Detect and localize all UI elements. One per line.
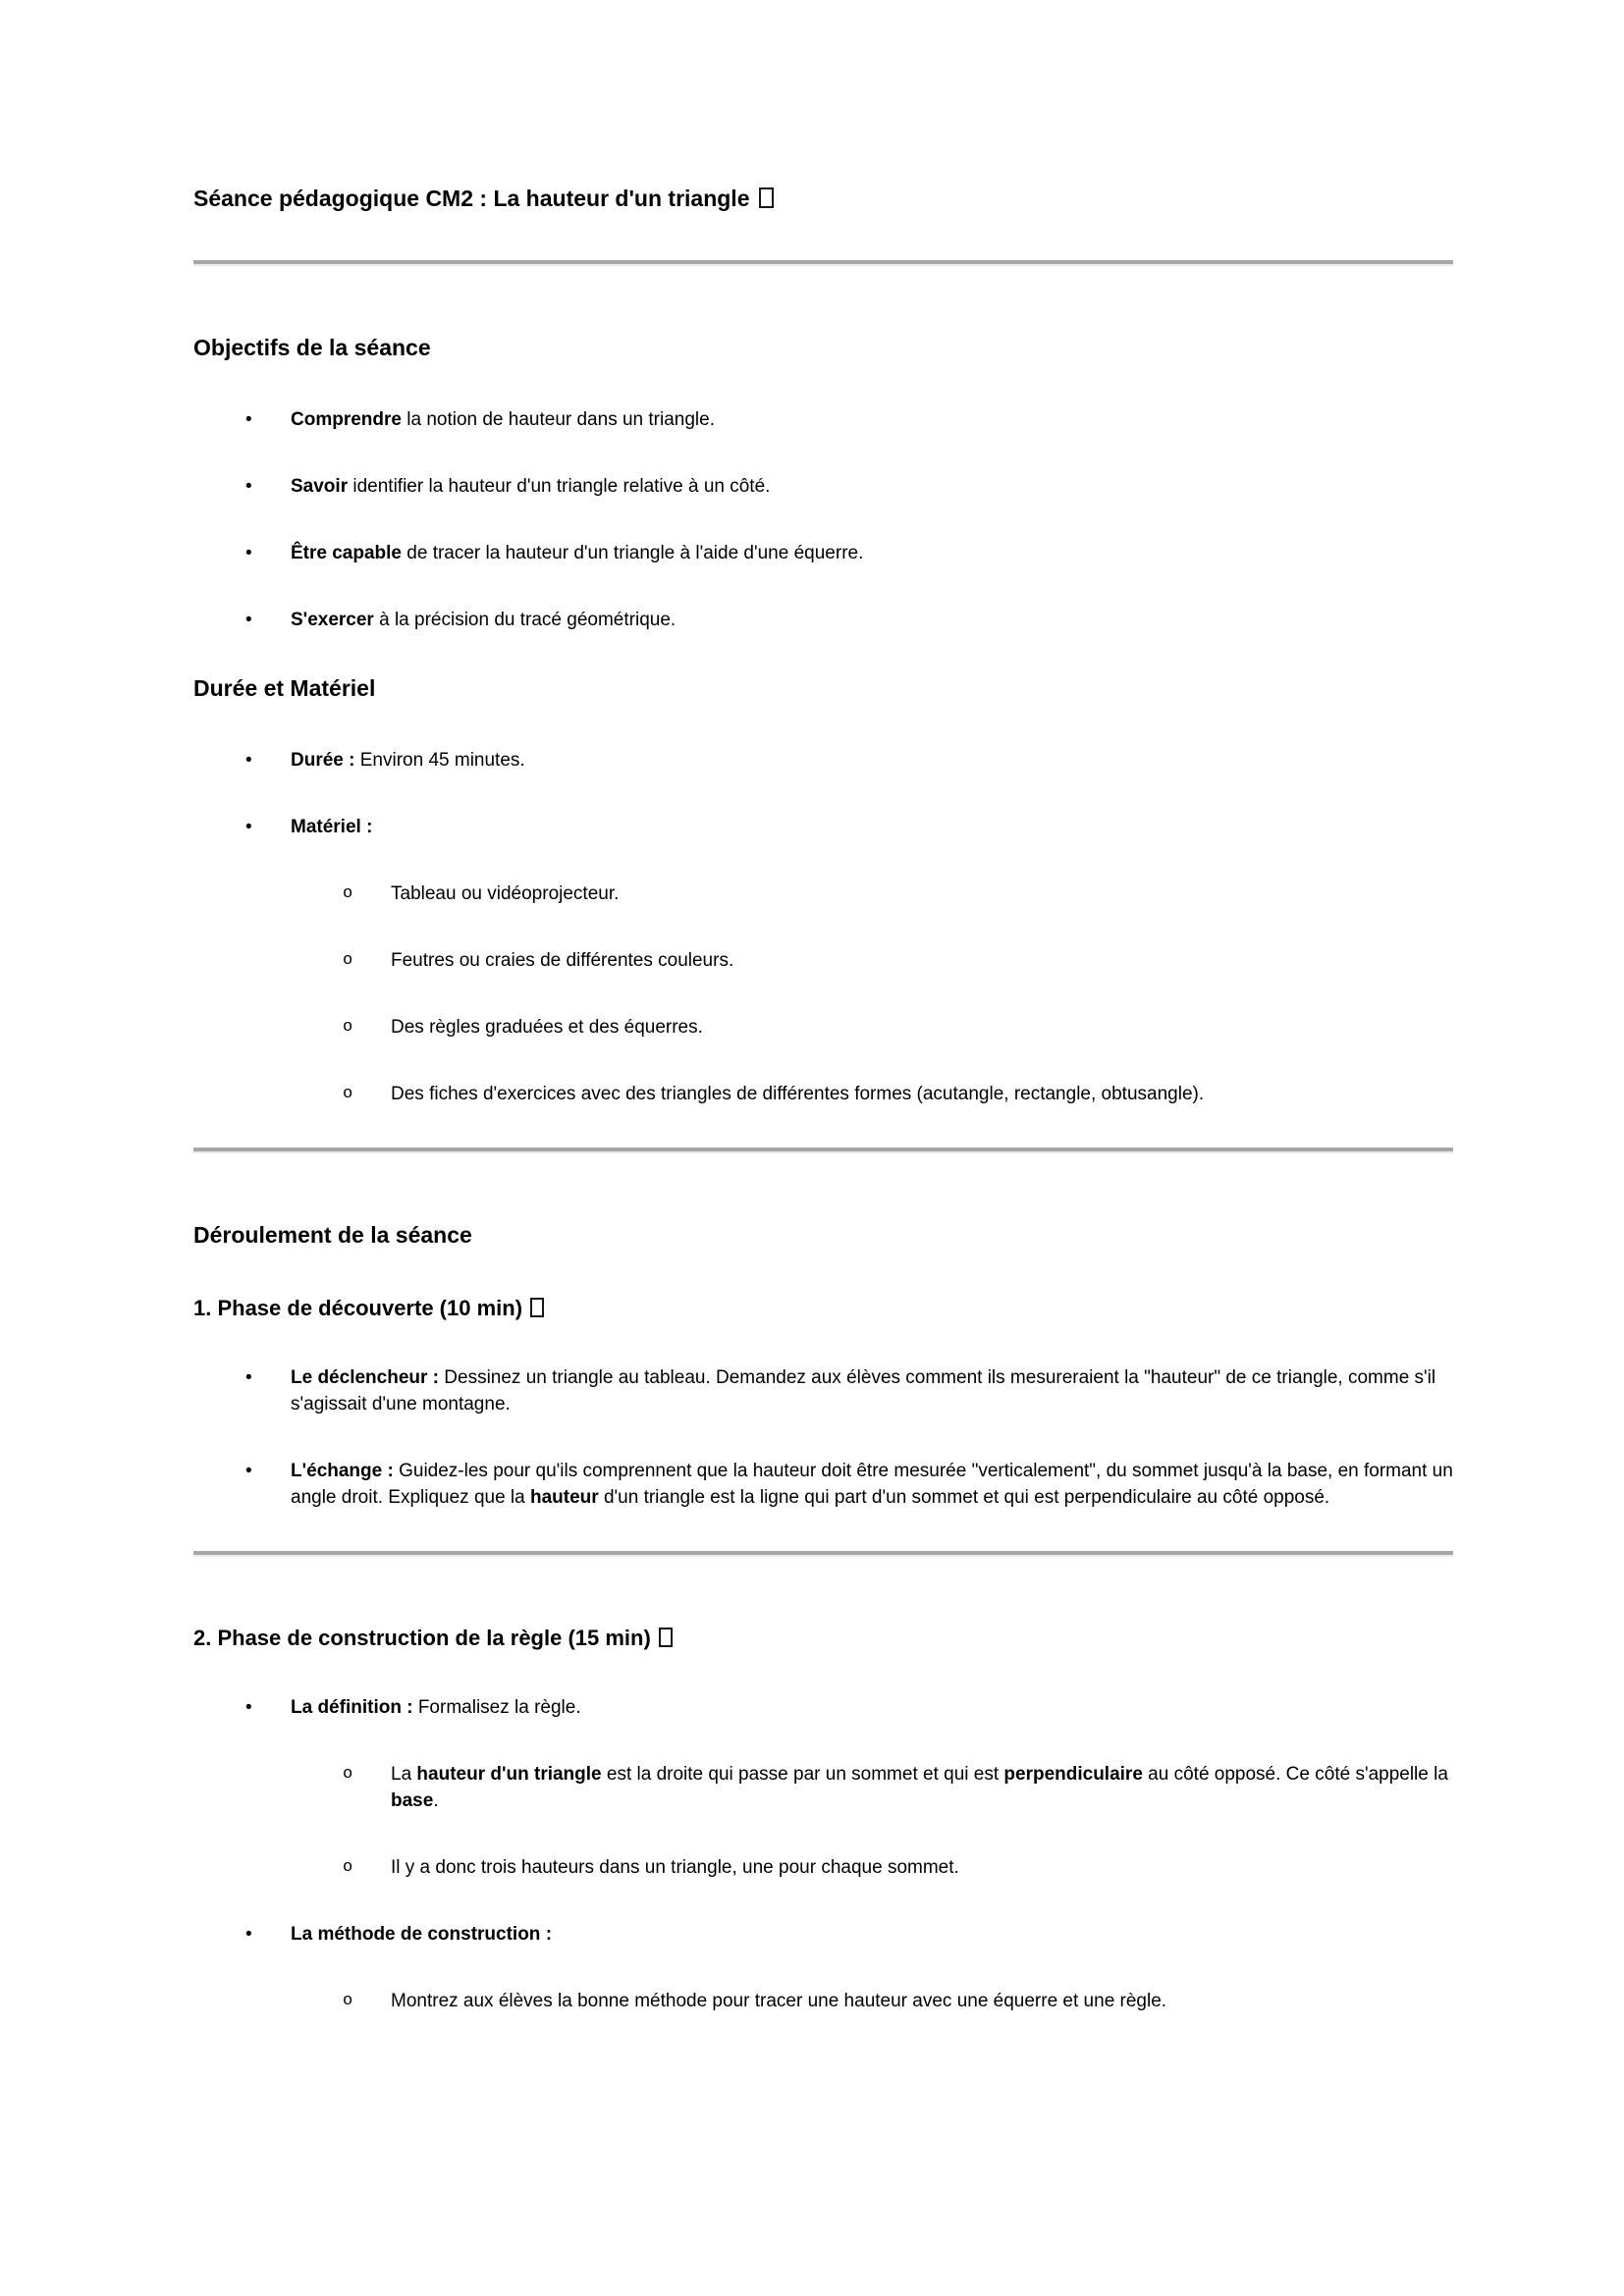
list-item <box>193 1458 1453 1511</box>
list-item-text: La hauteur d'un triangle est la droite qui passe par un sommet et qui est perpendiculaire au côté opposé. Ce côté s'appelle la base. <box>391 1764 1448 1811</box>
list-item-text: Montrez aux élèves la bonne méthode pour tracer une hauteur avec une équerre et une règle. <box>391 1991 1167 2011</box>
section-heading-deroulement: Déroulement de la séance <box>193 1222 472 1248</box>
bullet-icon: • <box>245 409 252 430</box>
bullet-icon: • <box>245 1461 252 1481</box>
circle-bullet-icon: o <box>343 1992 353 2010</box>
bullet-icon: • <box>245 1924 252 1945</box>
document-title-text: Séance pédagogique CM2 : La hauteur d'un triangle <box>193 186 750 211</box>
sub-list-item <box>193 1854 1453 1881</box>
duree-materiel-list <box>193 747 1453 1107</box>
sub-list-item <box>193 947 1453 974</box>
circle-bullet-icon: o <box>343 1085 353 1103</box>
section-heading-objectifs: Objectifs de la séance <box>193 335 431 360</box>
circle-bullet-icon: o <box>343 1018 353 1037</box>
missing-emoji-glyph <box>759 187 774 208</box>
bullet-icon: • <box>245 610 252 630</box>
list-item <box>193 814 1453 840</box>
list-item <box>193 1364 1453 1417</box>
list-item-text: Feutres ou craies de différentes couleurs. <box>391 950 734 971</box>
list-item-text: L'échange : Guidez-les pour qu'ils comprennent que la hauteur doit être mesurée "verticalement", du sommet jusqu'à la base, en formant un angle droit. Expliquez que la hauteur d'un triangle est la ligne qui part d'un sommet et qui est perpendiculaire au côté opposé. <box>291 1461 1453 1508</box>
list-item-text: Il y a donc trois hauteurs dans un triangle, une pour chaque sommet. <box>391 1857 959 1878</box>
sub-list-item <box>193 881 1453 907</box>
phase2-list <box>193 1694 1453 2014</box>
list-item-text: S'exercer à la précision du tracé géométrique. <box>291 610 677 630</box>
circle-bullet-icon: o <box>343 1765 353 1784</box>
list-item-text: Des règles graduées et des équerres. <box>391 1017 703 1038</box>
phase2-heading-text: 2. Phase de construction de la règle (15 min) <box>193 1626 651 1650</box>
bullet-icon: • <box>245 750 252 771</box>
missing-emoji-glyph <box>530 1298 544 1317</box>
circle-bullet-icon: o <box>343 1858 353 1877</box>
list-item-text: La méthode de construction : <box>291 1924 553 1945</box>
list-item-text: Savoir identifier la hauteur d'un triangle relative à un côté. <box>291 476 771 497</box>
bullet-icon: • <box>245 543 252 563</box>
list-item-text: Matériel : <box>291 817 373 837</box>
section-heading-duree-materiel: Durée et Matériel <box>193 675 376 701</box>
bullet-icon: • <box>245 817 252 837</box>
phase2-heading <box>193 1624 1453 1652</box>
divider <box>193 260 1453 266</box>
bullet-icon: • <box>245 476 252 497</box>
bullet-icon: • <box>245 1367 252 1388</box>
list-item-text: Comprendre la notion de hauteur dans un triangle. <box>291 409 715 430</box>
phase1-heading-text: 1. Phase de découverte (10 min) <box>193 1296 523 1320</box>
list-item-text: Être capable de tracer la hauteur d'un triangle à l'aide d'une équerre. <box>291 543 864 563</box>
document-title <box>193 184 1453 213</box>
sub-list-item <box>193 1988 1453 2014</box>
divider <box>193 1148 1453 1153</box>
list-item <box>193 406 1453 433</box>
phase1-heading <box>193 1294 1453 1322</box>
list-item <box>193 473 1453 500</box>
list-item-text: Tableau ou vidéoprojecteur. <box>391 883 620 904</box>
list-item-text: La définition : Formalisez la règle. <box>291 1697 581 1718</box>
missing-emoji-glyph <box>659 1628 673 1647</box>
circle-bullet-icon: o <box>343 951 353 970</box>
list-item-text: Durée : Environ 45 minutes. <box>291 750 525 771</box>
sub-list-item <box>193 1014 1453 1041</box>
sub-list-item <box>193 1081 1453 1107</box>
bullet-icon: • <box>245 1697 252 1718</box>
phase1-list <box>193 1364 1453 1511</box>
list-item <box>193 747 1453 774</box>
list-item <box>193 540 1453 566</box>
document-content <box>193 184 1453 2014</box>
circle-bullet-icon: o <box>343 884 353 903</box>
list-item-text: Des fiches d'exercices avec des triangles de différentes formes (acutangle, rectangle, obtusangle). <box>391 1084 1205 1104</box>
list-item <box>193 607 1453 633</box>
list-item <box>193 1921 1453 1948</box>
sub-list-item <box>193 1761 1453 1814</box>
divider <box>193 1551 1453 1557</box>
list-item-text: Le déclencheur : Dessinez un triangle au tableau. Demandez aux élèves comment ils mesureraient la "hauteur" de ce triangle, comme s'il s'agissait d'une montagne. <box>291 1367 1436 1415</box>
list-item <box>193 1694 1453 1721</box>
objectifs-list <box>193 406 1453 633</box>
